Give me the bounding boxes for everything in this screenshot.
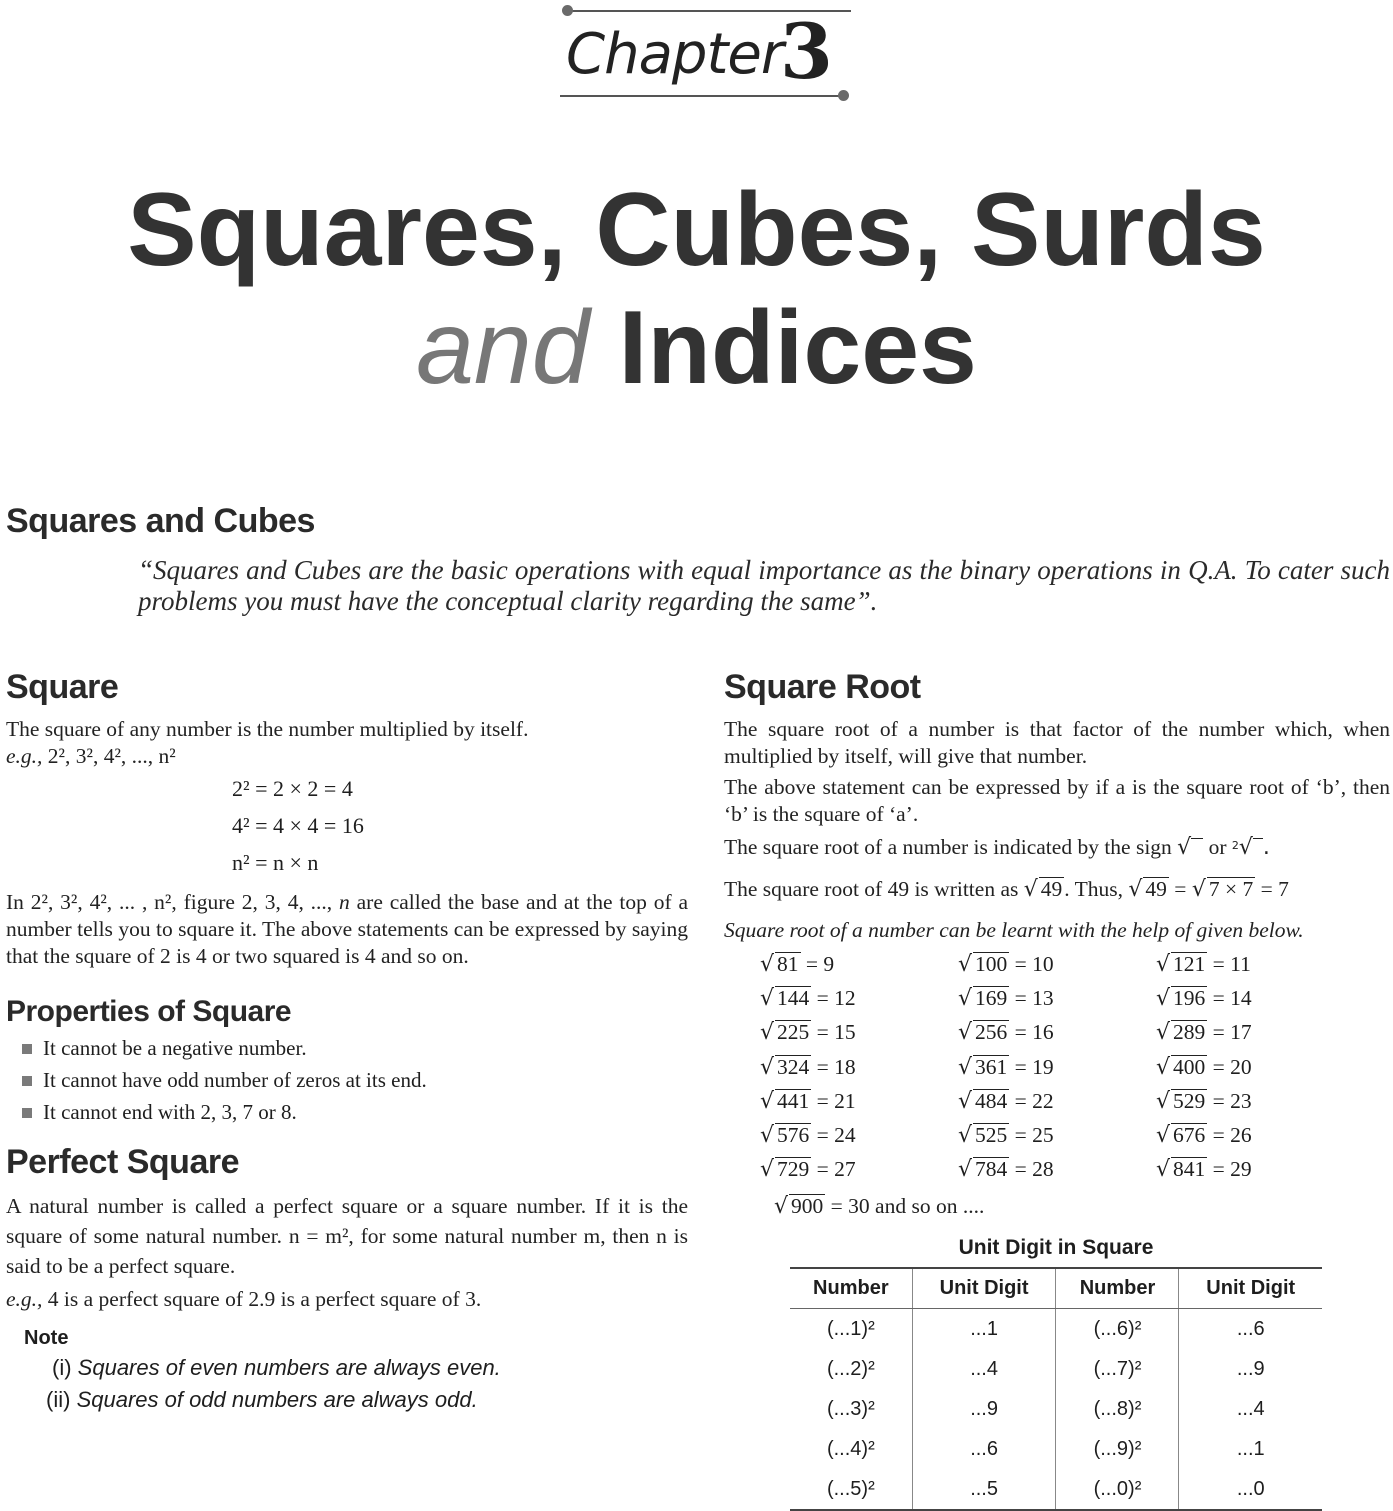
perfect-square-paragraph: A natural number is called a perfect square or a square number. If it is the square of some natural number. n = m², for some natural number m, then n is said to be a perfect square. <box>6 1194 688 1278</box>
chapter-title-line1: Squares, Cubes, Surds <box>127 172 1266 288</box>
root-entry <box>1156 1123 1252 1148</box>
table-cell: ...6 <box>1179 1309 1322 1350</box>
radicand: 169 <box>975 986 1008 1011</box>
sqrt-icon: √ <box>1177 835 1203 860</box>
square-intro: The square of any number is the number multiplied by itself. <box>6 717 529 741</box>
sqrt-icon: √ <box>1156 1020 1171 1046</box>
sqrt-icon: √ <box>958 1157 973 1183</box>
note-text: Squares of odd numbers are always odd. <box>76 1387 478 1412</box>
root-entry <box>1156 1020 1252 1045</box>
sqrt-icon: √ <box>1156 1054 1171 1080</box>
sqrt-icon: √ <box>1156 952 1171 977</box>
square-examples <box>232 770 364 881</box>
root-result: = 13 <box>1009 986 1054 1011</box>
radicand: 484 <box>975 1088 1008 1113</box>
root-entry <box>760 986 856 1011</box>
perfect-square-eg <box>6 1286 688 1313</box>
root-entry <box>1156 1157 1252 1182</box>
root-entry <box>1156 1089 1252 1114</box>
table-row <box>790 1429 1322 1469</box>
p4-mid: . Thus, <box>1064 877 1124 901</box>
radicand: 324 <box>777 1054 810 1079</box>
radicand: 784 <box>975 1157 1008 1182</box>
sqrt-icon: √ <box>958 1123 973 1148</box>
root-paragraph-4: The square root of 49 is written as √ 49. Thus, √ 49 = √ 7 × 7 = 7 <box>724 877 1289 902</box>
table-cell: (...1)² <box>826 1317 875 1340</box>
note-item-1 <box>52 1352 501 1383</box>
radicand: 49 <box>1040 877 1063 901</box>
table-row <box>790 1469 1322 1510</box>
sqrt-icon: √ <box>958 952 973 977</box>
perfect-square-heading: Perfect Square <box>6 1143 239 1181</box>
para-n: n <box>339 890 350 914</box>
list-item <box>0 1064 680 1096</box>
table-cell: (...5)² <box>790 1469 912 1510</box>
para-rest: are called the base and at the top of a number tells you to square it. The above statements can be expressed by saying that the square of 2 is 4 or two squared is 4 and so on. <box>6 890 689 968</box>
root-result: = 24 <box>811 1123 856 1147</box>
table-cell: ...9 <box>1179 1349 1322 1389</box>
root-last-text: = 30 and so on .... <box>830 1194 985 1218</box>
table-cell: ...0 <box>1179 1469 1322 1510</box>
root-result: = 26 <box>1207 1123 1252 1147</box>
sqrt-icon: √ <box>958 986 973 1012</box>
table-cell: ...4 <box>912 1349 1056 1389</box>
root-result: = 18 <box>811 1054 856 1079</box>
radicand: 100 <box>975 952 1008 976</box>
root-result: = 9 <box>800 952 835 976</box>
table-cell: (...9)² <box>1056 1429 1179 1469</box>
table-cell: (...8)² <box>1056 1389 1179 1429</box>
chapter-title-line2 <box>0 290 1393 406</box>
note-text: Squares of even numbers are always even. <box>77 1355 501 1380</box>
root-paragraph-1: The square root of a number is that factor of the number which, when multiplied by itself, will give that number. <box>724 717 1390 768</box>
sqrt-icon: √ <box>958 1054 973 1080</box>
root-result: = 17 <box>1207 1020 1252 1045</box>
unit-digit-table <box>790 1267 1322 1511</box>
note-item-2 <box>46 1384 478 1415</box>
list-item-text: It cannot end with 2, 3, 7 or 8. <box>43 1100 297 1124</box>
unit-digit-table-body <box>790 1309 1322 1511</box>
list-item <box>0 1032 680 1064</box>
example-3: n² = n × n <box>232 850 319 875</box>
sqrt-icon: √ <box>760 952 775 977</box>
example-2: 4² = 4 × 4 = 16 <box>232 813 364 838</box>
root-entry <box>958 952 1054 977</box>
radicand: 529 <box>1173 1088 1206 1113</box>
root-result: = 22 <box>1009 1088 1054 1113</box>
sqrt-icon: √ <box>1023 877 1038 902</box>
example-1: 2² = 2 × 2 = 4 <box>232 776 353 801</box>
table-cell: (...0)² <box>1056 1469 1179 1510</box>
root-paragraph-2: The above statement can be expressed by if a is the square root of ‘b’, then ‘b’ is the square of ‘a’. <box>724 775 1390 826</box>
para-start: In 2², 3², 4², ... , n², figure 2, 3, 4, ..., <box>6 890 340 914</box>
unit-digit-table-title: Unit Digit in Square <box>958 1236 1154 1259</box>
table-cell: (...3)² <box>826 1397 875 1420</box>
sqrt-icon: √ <box>1128 877 1143 902</box>
root-entry <box>760 1089 856 1114</box>
p4-text: The square root of 49 is written as <box>724 877 1019 901</box>
table-cell: ...1 <box>1179 1429 1322 1469</box>
table-cell: (...2)² <box>826 1357 875 1380</box>
root-entry <box>1156 952 1251 977</box>
section-heading: Squares and Cubes <box>6 502 315 540</box>
square-root-sign-icon: $^2$√ . <box>1231 835 1270 860</box>
root-result: = 19 <box>1009 1054 1054 1079</box>
p3-or: or <box>1208 835 1227 859</box>
root-entry <box>958 1123 1054 1148</box>
root-result: = 12 <box>811 986 856 1011</box>
root-result: = 21 <box>811 1088 856 1113</box>
root-entry <box>760 1157 856 1182</box>
section-quote: “Squares and Cubes are the basic operations with equal importance as the binary operations in Q.A. To cater such problems you must have the conceptual clarity regarding the same”. <box>138 555 1390 616</box>
radicand: 225 <box>777 1020 810 1045</box>
title-and: and <box>416 290 590 406</box>
root-help-line: Square root of a number can be learnt with the help of given below. <box>724 918 1304 942</box>
column-header: Unit Digit <box>1179 1268 1322 1309</box>
note-title: Note <box>24 1327 69 1349</box>
root-entry <box>958 1055 1054 1080</box>
p3-text: The square root of a number is indicated by the sign <box>724 835 1172 859</box>
chapter-word: Chapter <box>566 22 783 87</box>
sqrt-icon: √ <box>1191 877 1206 902</box>
table-cell: ...6 <box>912 1429 1056 1469</box>
list-item <box>0 1096 680 1128</box>
list-item-text: It cannot be a negative number. <box>43 1036 307 1060</box>
radicand: 841 <box>1173 1157 1206 1182</box>
eg-label: e.g., <box>6 1287 43 1311</box>
square-root-heading: Square Root <box>724 668 921 706</box>
properties-heading: Properties of Square <box>6 995 292 1028</box>
square-heading: Square <box>6 668 119 706</box>
table-cell: (...7)² <box>1056 1349 1179 1389</box>
table-cell: (...6)² <box>1056 1309 1179 1350</box>
column-header: Number <box>1056 1268 1179 1309</box>
chapter-dot-left <box>562 5 573 16</box>
radicand: 289 <box>1173 1020 1206 1045</box>
root-paragraph-3 <box>724 834 1390 861</box>
note-index: (i) <box>52 1355 72 1380</box>
properties-list <box>0 1032 680 1128</box>
root-entry <box>760 1055 856 1080</box>
bullet-icon <box>22 1044 32 1054</box>
root-entry <box>1156 986 1252 1011</box>
sqrt-icon: √ <box>760 1020 775 1046</box>
root-result: = 16 <box>1009 1020 1054 1045</box>
radicand: 525 <box>975 1123 1008 1147</box>
p4-end: = 7 <box>1260 877 1289 901</box>
root-result: = 25 <box>1009 1123 1054 1147</box>
root-entry <box>958 1089 1054 1114</box>
sqrt-icon: √ <box>774 1194 789 1219</box>
sqrt-icon: √ <box>1156 1088 1171 1114</box>
sqrt-icon: √ <box>760 1157 775 1183</box>
radicand: 196 <box>1173 986 1206 1011</box>
sqrt-icon: √ <box>1156 1123 1171 1148</box>
table-cell: ...5 <box>912 1469 1056 1510</box>
sqrt-icon: √ <box>760 1123 775 1148</box>
title-indices: Indices <box>618 290 977 406</box>
root-entry <box>760 952 834 977</box>
root-result: = 27 <box>811 1157 856 1182</box>
radicand: 81 <box>777 952 799 976</box>
table-cell: ...9 <box>912 1389 1056 1429</box>
root-result: = 14 <box>1207 986 1252 1011</box>
root-result: = 15 <box>811 1020 856 1045</box>
table-cell: ...1 <box>912 1309 1056 1350</box>
root-result: = 29 <box>1207 1157 1252 1182</box>
sqrt-icon: √ <box>760 1054 775 1080</box>
square-base-paragraph <box>6 889 688 970</box>
radicand: 576 <box>777 1123 810 1147</box>
root-entry <box>958 1020 1054 1045</box>
sqrt-icon: √ <box>958 1088 973 1114</box>
sqrt-icon: √ <box>1156 986 1171 1012</box>
root-entry <box>1156 1055 1252 1080</box>
table-row <box>790 1349 1322 1389</box>
table-row <box>790 1389 1322 1429</box>
root-result: = 28 <box>1009 1157 1054 1182</box>
eg-series: 2², 3², 4², ..., n² <box>47 744 176 768</box>
table-row <box>790 1309 1322 1350</box>
root-result: = 10 <box>1009 952 1054 976</box>
radicand: 49 <box>1145 877 1167 901</box>
radicand: 121 <box>1173 952 1206 976</box>
radicand: 900 <box>791 1194 824 1218</box>
radicand: 361 <box>975 1054 1008 1079</box>
chapter-number: 3 <box>780 7 833 96</box>
radicand: 729 <box>777 1157 810 1182</box>
root-last-line <box>774 1193 984 1220</box>
root-entry <box>958 1157 1054 1182</box>
root-result: = 20 <box>1207 1054 1252 1079</box>
chapter-dot-right <box>838 90 849 101</box>
eg-label: e.g., <box>6 744 43 768</box>
sqrt-icon: √ <box>760 986 775 1012</box>
root-entry <box>958 986 1054 1011</box>
column-header: Number <box>790 1268 912 1309</box>
radicand: 256 <box>975 1020 1008 1045</box>
root-result: = 23 <box>1207 1088 1252 1113</box>
radicand: 676 <box>1173 1123 1206 1147</box>
bullet-icon <box>22 1076 32 1086</box>
root-result: = 11 <box>1207 952 1251 976</box>
radicand: 400 <box>1173 1054 1206 1079</box>
sqrt-icon: √ <box>958 1020 973 1046</box>
sqrt-icon: √ <box>1156 1157 1171 1183</box>
root-entry <box>760 1020 856 1045</box>
radicand: 144 <box>777 986 810 1011</box>
radicand: 441 <box>777 1088 810 1113</box>
column-header: Unit Digit <box>912 1268 1056 1309</box>
radicand: 7 × 7 <box>1208 877 1254 901</box>
sqrt-icon: √ <box>760 1088 775 1114</box>
table-cell: (...4)² <box>826 1437 875 1460</box>
chapter-rule-bottom <box>560 95 845 97</box>
square-eg <box>6 743 688 770</box>
table-cell: ...4 <box>1179 1389 1322 1429</box>
root-entry <box>760 1123 856 1148</box>
bullet-icon <box>22 1108 32 1118</box>
list-item-text: It cannot have odd number of zeros at its end. <box>43 1068 427 1092</box>
note-index: (ii) <box>46 1387 71 1412</box>
table-header-row <box>790 1268 1322 1309</box>
eg-text: 4 is a perfect square of 2.9 is a perfect square of 3. <box>47 1287 482 1311</box>
